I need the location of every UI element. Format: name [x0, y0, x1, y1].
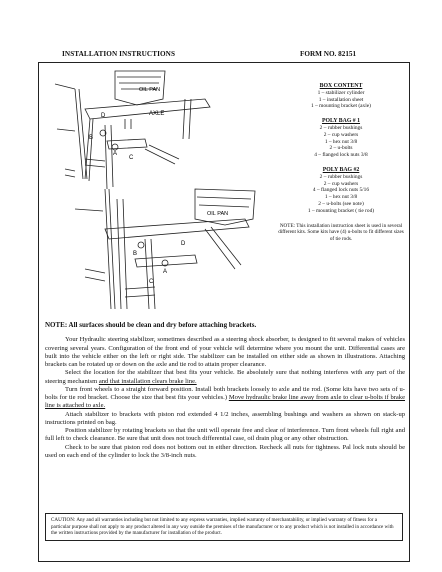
list-item: 1 – mounting bracket (axle): [311, 103, 371, 110]
list-item: 2 – rubber bushings: [319, 124, 363, 131]
underlined-text: Move hydraulic brake line away from axle to clear u-bolts if brake line is attached to axle.: [45, 394, 405, 410]
surfaces-note: NOTE: All surfaces should be clean and dry before attaching brackets.: [45, 321, 257, 329]
page-header: [0, 50, 442, 62]
label-a-top: A: [113, 151, 118, 157]
top-diagram: [55, 71, 210, 189]
paragraph: Attach stabilizer to brackets with piston rod extended 4 1/2 inches, assembling bushings and washers as shown on stack-up instructions printed on bag.: [45, 410, 405, 426]
list-item: 2 – cup washers: [323, 180, 359, 187]
list-item: 2 – u-bolts (see note): [318, 200, 364, 207]
list-item: 1 – mounting bracket ( tie rod): [307, 207, 375, 214]
paragraph: Check to be sure that piston rod does not bottom out in either direction. Recheck all nuts for tightness. Pal lock nuts should be used on each end of the cylinder to lock the 3/8-inch nuts.: [45, 443, 405, 459]
installation-illustration: [45, 69, 277, 319]
box-content-heading: BOX CONTENT: [319, 83, 363, 89]
content-frame: [38, 62, 410, 562]
label-oil-pan-bottom: OIL PAN: [207, 211, 229, 217]
list-item: 1 – installation sheet: [318, 96, 364, 103]
label-axle: AXLE: [149, 111, 165, 117]
label-c-top: C: [129, 155, 134, 161]
label-oil-pan-top: OIL PAN: [139, 87, 161, 93]
poly-bag-1-list: [277, 118, 405, 159]
instructions-body: [45, 321, 405, 460]
list-item: 1 – hex nut 3/8: [324, 194, 358, 201]
caution-box: CAUTION: Any and all warranties including but not limited to any express warranties, implied warranty of merchantability, or implied warranty of fitness for a particular purpose shall not apply to any product altered in any way outside the premises of the manufacturer or to any product which is not installed in accordance with the written instructions provided by the manufacturer for installation of the product.: [45, 513, 403, 541]
list-item: 4 – flanged lock nuts 5/16: [312, 187, 370, 194]
kit-note: NOTE: This installation instruction sheet is used in several different kits. Some kits have (4) u-bolts to fit different sizes of tie rods.: [278, 222, 404, 242]
paragraph-text: Select the location for the stabilizer that best fits your vehicle. Be absolutely sure that nothing interferes with any part of the steering mechanism: [45, 369, 405, 385]
poly-bag-2-heading: POLY BAG #2: [322, 166, 360, 173]
box-content-list: [277, 83, 405, 110]
list-item: 1 – stabilizer cylinder: [317, 89, 365, 96]
underlined-text: and that installation clears brake line.: [98, 377, 197, 385]
paragraph: [45, 386, 405, 411]
list-item: 4 – flanged lock nuts 3/8: [314, 152, 368, 159]
list-item: 1 – hex nut 3/8: [324, 138, 358, 145]
paragraph: Your Hydraulic steering stabilizer, sometimes described as a steering shock absorber, is designed to fit several makes of vehicles covering several years. Configuration of the front end of your vehicle will determine where you mount the unit. Differential cases are built into the vehicle either on the left or right side. The stabilizer can be installed on either side as shown in illustrations. Attaching brackets can be rotated up or down on the axle and tie rod to attain proper clearance.: [45, 336, 405, 368]
form-number: FORM NO. 82151: [300, 50, 357, 58]
poly-bag-1-heading: POLY BAG # 1: [321, 118, 361, 125]
paragraph-text: Turn front wheels to a straight forward position. Install both brackets loosely to axle and tie rod. (Some kits have two sets of u-bolts for tie rod bracket. Choose the size that best fits your vehicles.): [45, 385, 405, 401]
list-item: 2 – rubber bushings: [319, 173, 363, 180]
paragraph: Position stabilizer by rotating brackets so that the unit will operate free and clear of interference. Turn front wheels full right and full left to check clearance. Be sure that unit does not touch differential case, oil drain plug or any other obstruction.: [45, 427, 405, 443]
document-title: INSTALLATION INSTRUCTIONS: [62, 50, 176, 58]
label-d-top: D: [101, 113, 106, 119]
label-a-bottom: A: [163, 269, 168, 275]
list-item: 2 – u-bolts: [329, 145, 353, 152]
paragraph: [45, 369, 405, 386]
label-b-bottom: B: [133, 251, 138, 257]
poly-bag-2-list: [277, 167, 405, 215]
label-b-top: B: [89, 135, 94, 141]
parts-lists: [277, 83, 405, 242]
label-d-bottom: D: [181, 241, 186, 247]
list-item: 2 – cup washers: [323, 131, 359, 138]
bottom-diagram: [75, 189, 255, 309]
label-c-bottom: C: [149, 279, 154, 285]
